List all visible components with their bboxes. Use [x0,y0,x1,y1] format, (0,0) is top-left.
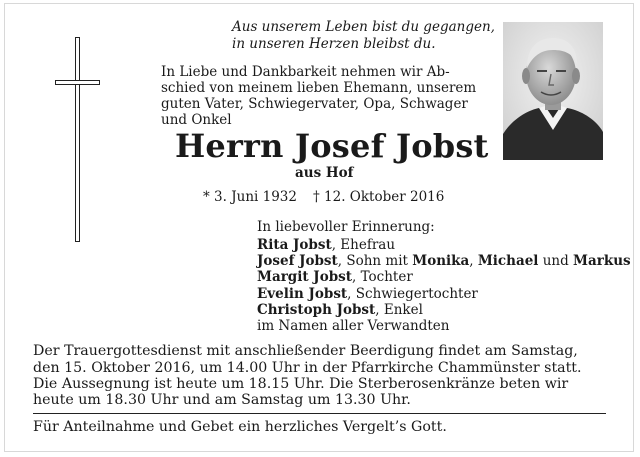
mourner-evelin: Evelin Jobst, Schwiegertochter [257,286,478,302]
mourner-all: im Namen aller Verwandten [257,318,450,334]
intro-line-1: In Liebe und Dankbarkeit nehmen wir Ab- [161,64,450,80]
birth-date: * 3. Juni 1932 [203,189,297,205]
service-line-1: Der Trauergottesdienst mit anschließender Beerdigung findet am Samstag, [33,343,578,359]
intro-line-4: und Onkel [161,112,232,128]
mourner-christoph: Christoph Jobst, Enkel [257,302,423,318]
mourner-rita: Rita Jobst, Ehefrau [257,237,396,253]
quote-line-1: Aus unserem Leben bist du gegangen, [232,19,495,35]
divider [33,413,606,414]
deceased-origin: aus Hof [295,165,354,181]
intro-line-3: guten Vater, Schwiegervater, Opa, Schwager [161,96,468,112]
service-line-3: Die Aussegnung ist heute um 18.15 Uhr. Die Sterberosenkränze beten wir [33,376,569,392]
service-line-2: den 15. Oktober 2016, um 14.00 Uhr in der Pfarrkirche Chammünster statt. [33,360,582,376]
thanks-line: Für Anteilnahme und Gebet ein herzliches Vergelt’s Gott. [33,419,447,435]
portrait-photo [503,22,603,160]
death-date: † 12. Oktober 2016 [313,189,445,205]
intro-line-2: schied von meinem lieben Ehemann, unserem [161,80,477,96]
mourner-josef: Josef Jobst, Sohn mit Monika, Michael und Markus [257,253,631,269]
deceased-name: Herrn Josef Jobst [175,127,489,165]
service-line-4: heute um 18.30 Uhr und am Samstag um 13.30 Uhr. [33,392,411,408]
remembrance-heading: In liebevoller Erinnerung: [257,219,435,235]
mourner-margit: Margit Jobst, Tochter [257,269,413,285]
quote-line-2: in unseren Herzen bleibst du. [232,36,436,52]
